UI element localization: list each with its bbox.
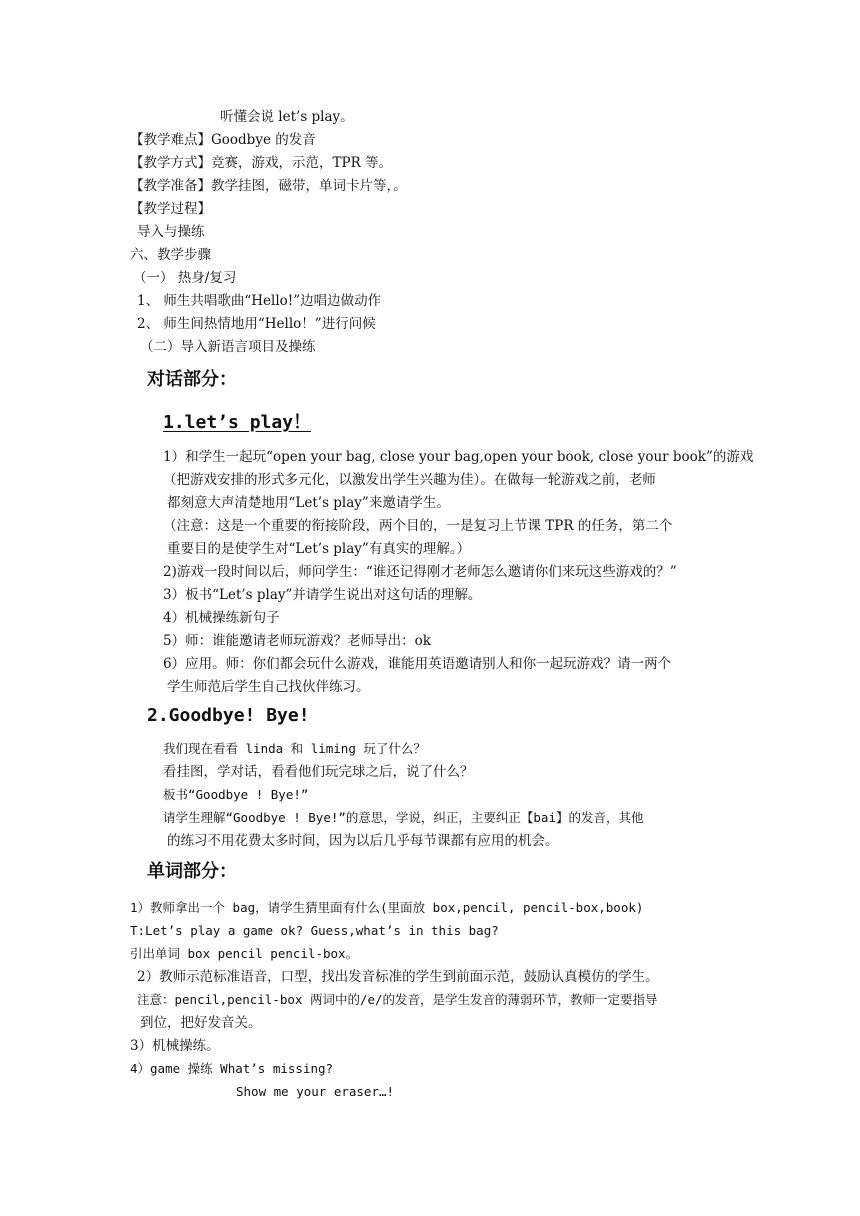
paragraph-line: 引出单词 box pencil pencil-box。 — [130, 946, 359, 961]
warmup-heading: （一） 热身/复习 — [133, 270, 237, 286]
paragraph-line: （把游戏安排的形式多元化，以激发出学生兴趣为佳）。在做每一轮游戏之前，老师 — [163, 472, 656, 488]
paragraph-line: 4）game 操练 What’s missing? — [130, 1061, 334, 1076]
paragraph-line: 板书“Goodbye ! Bye!” — [163, 787, 309, 802]
paragraph-line: 重要目的是使学生对“Let’s play”有真实的理解。） — [167, 541, 471, 557]
paragraph-line: Show me your eraser…! — [236, 1084, 395, 1099]
goodbye-subheading: 2.Goodbye! Bye! — [147, 705, 310, 726]
paragraph-line: 的练习不用花费太多时间，因为以后几乎每节课都有应用的机会。 — [167, 833, 559, 849]
teaching-preparation: 【教学准备】教学挂图，磁带，单词卡片等，。 — [130, 178, 407, 194]
paragraph-line: 1）和学生一起玩“open your bag, close your bag,open your book, close your book”的游戏 — [163, 449, 754, 465]
paragraph-line: T:Let’s play a game ok? Guess,what’s in this bag? — [130, 923, 499, 938]
teaching-process: 【教学过程】 — [130, 201, 211, 217]
lets-play-subheading: 1.let’s play！ — [163, 412, 312, 433]
paragraph-line: 注意：pencil,pencil-box 两词中的/e/的发音，是学生发音的薄弱环节，教师一定要指导 — [137, 992, 658, 1007]
paragraph-line: 到位，把好发音关。 — [140, 1015, 262, 1031]
paragraph-line: 3）机械操练。 — [130, 1038, 220, 1054]
paragraph-line: 3）板书“Let’s play”并请学生说出对这句话的理解。 — [163, 587, 482, 603]
paragraph-line: 1）教师拿出一个 bag，请学生猜里面有什么(里面放 box,pencil, pencil-box,book) — [130, 900, 644, 915]
vocabulary-section-heading: 单词部分： — [147, 861, 237, 882]
steps-heading: 六、教学步骤 — [130, 247, 211, 263]
text-line: 导入与操练 — [137, 224, 205, 240]
paragraph-line: 5）师：谁能邀请老师玩游戏？老师导出：ok — [163, 633, 431, 649]
teaching-difficulty: 【教学难点】Goodbye 的发音 — [130, 132, 316, 148]
teaching-method: 【教学方式】竞赛，游戏，示范，TPR 等。 — [130, 155, 393, 171]
paragraph-line: 都刻意大声清楚地用“Let’s play”来邀请学生。 — [167, 495, 450, 511]
paragraph-line: 6）应用。师：你们都会玩什么游戏，谁能用英语邀请别人和你一起玩游戏？请一两个 — [163, 656, 672, 672]
paragraph-line: 学生师范后学生自己找伙伴练习。 — [167, 679, 370, 695]
paragraph-line: 请学生理解“Goodbye ! Bye!”的意思，学说，纠正，主要纠正【bai】的发音，其他 — [163, 810, 644, 825]
paragraph-line: 2)游戏一段时间以后，师问学生：“谁还记得刚才老师怎么邀请你们来玩这些游戏的？” — [163, 564, 677, 580]
text-line: 听懂会说 let’s play。 — [220, 109, 354, 125]
paragraph-line: 2）教师示范标准语音，口型，找出发音标准的学生到前面示范，鼓励认真模仿的学生。 — [137, 969, 659, 985]
list-item: 2、 师生间热情地用“Hello！”进行问候 — [137, 316, 376, 332]
paragraph-line: 看挂图，学对话，看看他们玩完球之后，说了什么？ — [163, 764, 474, 780]
paragraph-line: 4）机械操练新句子 — [163, 610, 280, 626]
dialogue-section-heading: 对话部分： — [147, 369, 237, 390]
new-language-heading: （二）导入新语言项目及操练 — [140, 339, 316, 355]
paragraph-line: （注意：这是一个重要的衔接阶段，两个目的，一是复习上节课 TPR 的任务，第二个 — [163, 518, 673, 534]
list-item: 1、 师生共唱歌曲“Hello!”边唱边做动作 — [137, 293, 382, 309]
paragraph-line: 我们现在看看 linda 和 liming 玩了什么？ — [163, 741, 426, 756]
